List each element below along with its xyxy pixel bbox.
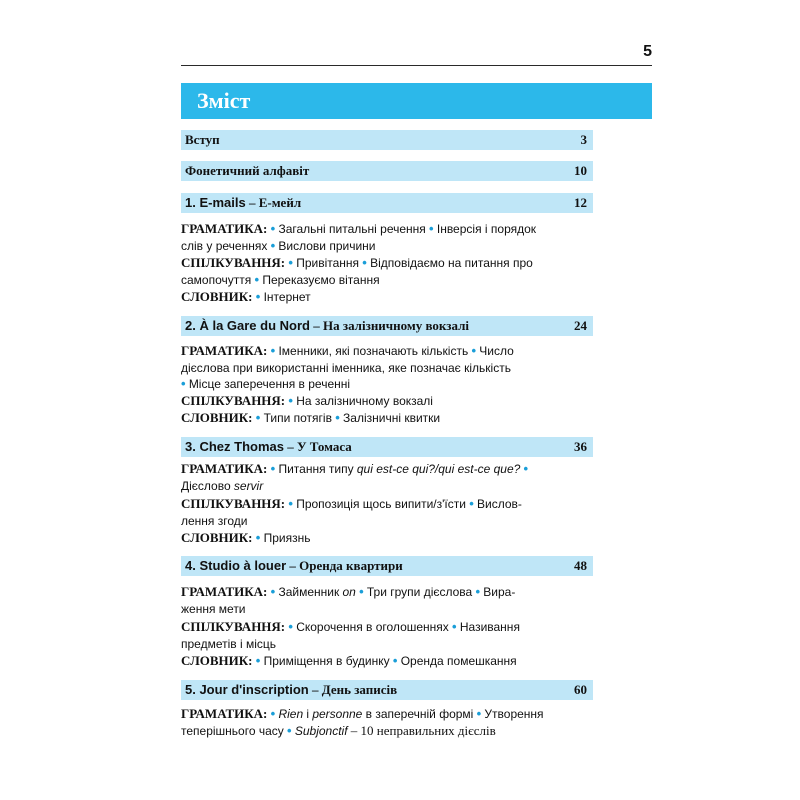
bullet-icon: • [288, 496, 293, 511]
bullet-icon: • [469, 496, 474, 511]
topic-item-french: Subjonctif [294, 723, 348, 738]
bullet-icon: • [288, 619, 293, 634]
vocabulary-label: СЛОВНИК: [181, 530, 253, 545]
chapter-3-communication [181, 496, 591, 529]
toc-entry-chapter-2[interactable] [181, 316, 593, 336]
bullet-icon: • [335, 410, 340, 425]
bullet-icon: • [359, 584, 364, 599]
bullet-icon: • [523, 461, 529, 476]
vocabulary-label: СЛОВНИК: [181, 653, 253, 668]
vocabulary-label: СЛОВНИК: [181, 410, 253, 425]
bullet-icon: • [270, 584, 276, 599]
toc-entry-page: 3 [580, 132, 587, 147]
chapter-4-grammar [181, 584, 591, 617]
topic-item: самопочуття [181, 272, 252, 287]
title-banner [181, 83, 652, 119]
chapter-title-ukrainian: Оренда квартири [299, 558, 403, 573]
chapter-title-french: 4. Studio à louer [185, 558, 287, 573]
chapter-3-vocabulary [181, 530, 591, 547]
bullet-icon: • [254, 271, 260, 287]
bullet-icon: • [362, 255, 367, 270]
bullet-icon: • [270, 343, 276, 358]
topic-item: Скорочення в оголошеннях [296, 620, 449, 634]
toc-entry-page: 10 [574, 163, 587, 178]
topic-item: Питання типу [278, 462, 354, 476]
toc-entry-title: Фонетичний алфавіт [185, 163, 310, 178]
topic-item-french: personne [312, 707, 363, 721]
topic-item: Відповідаємо на питання про [370, 256, 533, 270]
bullet-icon: • [476, 706, 482, 721]
topic-item-french: Rien [278, 707, 304, 721]
topic-item: Переказуємо вітання [262, 272, 380, 287]
title-dash: – [308, 682, 322, 697]
chapter-title-french: 3. Chez Thomas [185, 439, 284, 454]
topic-item: теперішнього часу [181, 723, 284, 738]
topic-item-french: servir [233, 478, 264, 493]
topic-item: На залізничному вокзалі [296, 394, 433, 408]
grammar-label: ГРАМАТИКА: [181, 706, 268, 721]
bullet-icon: • [255, 289, 261, 304]
bullet-icon: • [288, 255, 293, 270]
toc-entry-page: 24 [574, 318, 587, 333]
chapter-title-french: 1. E-mails [185, 195, 246, 210]
chapter-title-ukrainian: На залізничному вокзалі [322, 318, 469, 333]
toc-entry-page: 60 [574, 682, 587, 697]
chapter-title-ukrainian: Е-мейл [258, 195, 302, 210]
vocabulary-label: СЛОВНИК: [181, 289, 253, 304]
topic-item: Дієслово [181, 478, 231, 493]
toc-entry-page: 12 [574, 195, 587, 210]
toc-entry-chapter-4[interactable] [181, 556, 593, 576]
chapter-2-vocabulary [181, 410, 591, 427]
bullet-icon: • [287, 722, 292, 738]
toc-entry-title: Вступ [185, 132, 220, 147]
topic-item: Місце заперечення в реченні [188, 377, 351, 391]
topic-item: Називання [459, 620, 520, 634]
topic-item: Типи потягів [263, 411, 332, 425]
communication-label: СПІЛКУВАННЯ: [181, 496, 286, 511]
communication-label: СПІЛКУВАННЯ: [181, 393, 286, 408]
topic-item: Число [479, 344, 514, 358]
topic-item: Іменники, які позначають кількість [278, 344, 469, 358]
title-dash: – [309, 318, 323, 333]
topic-item-french: qui est-ce qui?/qui est-ce que? [356, 462, 521, 476]
grammar-label: ГРАМАТИКА: [181, 343, 268, 358]
topic-item: дієслова при використанні іменника, яке позначає кількість [181, 360, 511, 375]
bullet-icon: • [471, 343, 477, 358]
toc-entry-page: 36 [574, 439, 587, 454]
topic-item: слів у реченнях [181, 238, 268, 253]
topic-item: Пропозиція щось випити/з'їсти [296, 497, 466, 511]
bullet-icon: • [181, 376, 186, 391]
topic-item: Вислов- [477, 497, 522, 511]
topic-item: Три групи дієслова [366, 585, 473, 599]
bullet-icon: • [429, 221, 434, 236]
toc-entry-alphabet[interactable] [181, 161, 593, 181]
bullet-icon: • [255, 410, 261, 425]
grammar-label: ГРАМАТИКА: [181, 221, 268, 236]
bullet-icon: • [270, 221, 276, 236]
bullet-icon: • [270, 237, 276, 253]
chapter-title-french: 5. Jour d'inscription [185, 682, 309, 697]
topic-item: Приміщення в будинку [263, 654, 390, 668]
chapter-1-communication [181, 255, 591, 288]
toc-entry-intro[interactable] [181, 130, 593, 150]
header-rule [181, 65, 652, 66]
topic-item: Загальні питальні речення [278, 222, 426, 236]
toc-entry-chapter-5[interactable] [181, 680, 593, 700]
chapter-4-communication [181, 619, 591, 652]
bullet-icon: • [392, 653, 398, 668]
topic-item: Вира- [483, 585, 516, 599]
grammar-label: ГРАМАТИКА: [181, 584, 268, 599]
bullet-icon: • [475, 584, 481, 599]
topic-item-french: on [342, 585, 356, 599]
topic-item: в заперечній формі [365, 707, 474, 721]
topic-item: Приязнь [263, 531, 311, 545]
title-dash: – [286, 558, 300, 573]
topic-item: Вислови причини [278, 238, 376, 253]
bullet-icon: • [270, 706, 276, 721]
chapter-5-grammar [181, 706, 591, 739]
chapter-title-french: 2. À la Gare du Nord [185, 318, 310, 333]
topic-item: ження мети [181, 601, 246, 616]
toc-entry-chapter-3[interactable] [181, 437, 593, 457]
grammar-label: ГРАМАТИКА: [181, 461, 268, 476]
topic-item: Привітання [296, 256, 360, 270]
page-title: Зміст [197, 88, 251, 113]
topic-item: Інверсія і порядок [436, 222, 537, 236]
topic-item: і [306, 707, 310, 721]
topic-item: лення згоди [181, 513, 248, 528]
topic-item: – 10 неправильних дієслів [350, 722, 496, 738]
chapter-1-vocabulary [181, 289, 591, 306]
chapter-3-grammar [181, 461, 591, 494]
chapter-title-ukrainian: День записів [321, 682, 398, 697]
topic-item: Інтернет [263, 290, 311, 304]
title-dash: – [245, 195, 259, 210]
toc-entry-page: 48 [574, 558, 587, 573]
topic-item: Залізничні квитки [343, 411, 441, 425]
chapter-2-communication [181, 393, 591, 410]
page-number: 5 [643, 43, 652, 60]
communication-label: СПІЛКУВАННЯ: [181, 255, 286, 270]
chapter-title-ukrainian: У Томаса [296, 439, 352, 454]
bullet-icon: • [270, 461, 276, 476]
topic-item: Утворення [484, 707, 544, 721]
chapter-1-grammar [181, 221, 591, 254]
chapter-2-grammar [181, 343, 591, 393]
toc-entry-chapter-1[interactable] [181, 193, 593, 213]
topic-item: Оренда помешкання [400, 654, 517, 668]
communication-label: СПІЛКУВАННЯ: [181, 619, 286, 634]
bullet-icon: • [255, 530, 261, 545]
topic-item: Займенник [278, 585, 340, 599]
chapter-4-vocabulary [181, 653, 591, 670]
title-dash: – [283, 439, 297, 454]
topic-item: предметів і місць [181, 636, 277, 651]
bullet-icon: • [452, 619, 457, 634]
bullet-icon: • [288, 393, 293, 408]
bullet-icon: • [255, 653, 261, 668]
